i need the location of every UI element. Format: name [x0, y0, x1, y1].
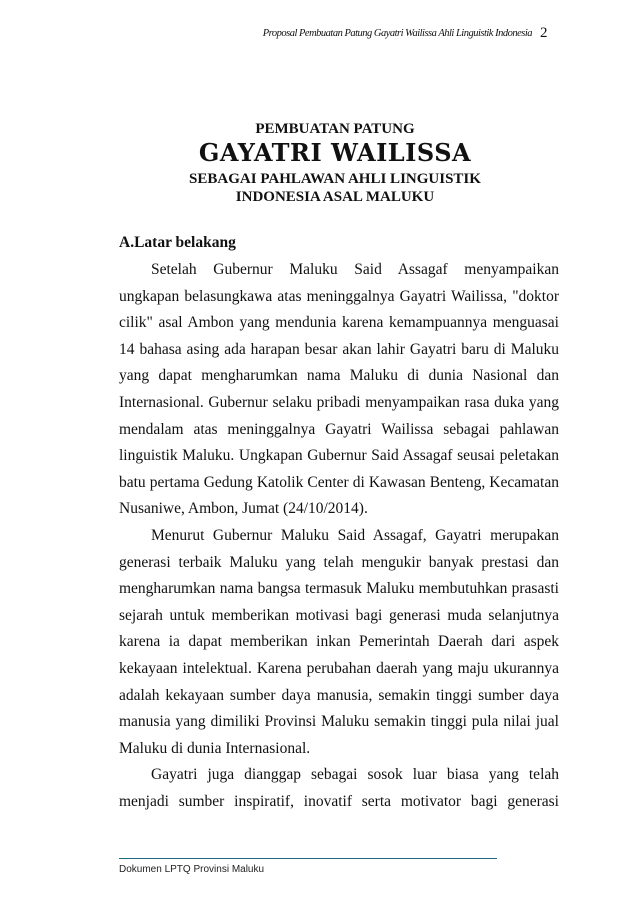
body-line: mendalam atas meninggalnya Gayatri Wailissa sebagai pahlawan [119, 420, 559, 438]
body-line: ungkapan belasungkawa atas meninggalnya Gayatri Wailissa, "doktor [119, 287, 559, 305]
running-header: Proposal Pembuatan Patung Gayatri Wailissa Ahli Linguistik Indonesia [262, 28, 532, 39]
body-line: Internasional. Gubernur selaku pribadi menyampaikan rasa duka yang [119, 393, 559, 411]
body-line: kekayaan intelektual. Karena perubahan daerah yang maju ukurannya [119, 659, 559, 677]
body-line: linguistik Maluku. Ungkapan Gubernur Said Assagaf seusai peletakan [119, 447, 559, 465]
body-line: generasi terbaik Maluku yang telah mengukir banyak prestasi dan [119, 553, 559, 571]
body-line: batu pertama Gedung Katolik Center di Kawasan Benteng, Kecamatan [119, 473, 559, 491]
body-line: sejarah untuk memberikan motivasi bagi generasi muda selanjutnya [119, 606, 559, 624]
body-line: adalah kekayaan sumber daya manusia, semakin tinggi sumber daya [119, 686, 559, 704]
body-line: 14 bahasa asing ada harapan besar akan lahir Gayatri baru di Maluku [119, 340, 559, 358]
body-line: cilik" asal Ambon yang mendunia karena kemampuannya menguasai [119, 314, 559, 332]
title-line-3: SEBAGAI PAHLAWAN AHLI LINGUISTIK [189, 171, 481, 187]
footer-text: Dokumen LPTQ Provinsi Maluku [119, 864, 265, 875]
body-line: Gayatri juga dianggap sebagai sosok luar biasa yang telah [151, 766, 559, 784]
title-line-4: INDONESIA ASAL MALUKU [235, 189, 435, 205]
body-line: Setelah Gubernur Maluku Said Assagaf menyampaikan [151, 261, 559, 278]
body-line: manusia yang dimiliki Provinsi Maluku semakin tinggi pula nilai jual [119, 713, 559, 731]
body-line: mengharumkan nama bangsa termasuk Maluku membutuhkan prasasti [119, 580, 559, 598]
footer-divider [119, 858, 497, 859]
page-number: 2 [540, 25, 548, 41]
title-line-2: GAYATRI WAILISSA [198, 138, 472, 167]
body-text [119, 257, 559, 815]
title-line-1: PEMBUATAN PATUNG [255, 121, 415, 137]
body-line: yang dapat mengharumkan nama Maluku di dunia Nasional dan [119, 367, 559, 385]
body-line: Maluku di dunia Internasional. [119, 739, 311, 757]
body-line: menjadi sumber inspiratif, inovatif serta motivator bagi generasi [119, 792, 559, 810]
body-line: Nusaniwe, Ambon, Jumat (24/10/2014). [119, 500, 368, 518]
body-line: Menurut Gubernur Maluku Said Assagaf, Gayatri merupakan [151, 526, 559, 544]
section-heading: A.Latar belakang [119, 234, 236, 251]
body-line: karena ia dapat memberikan inkan Pemerintah Daerah dari aspek [119, 633, 559, 651]
